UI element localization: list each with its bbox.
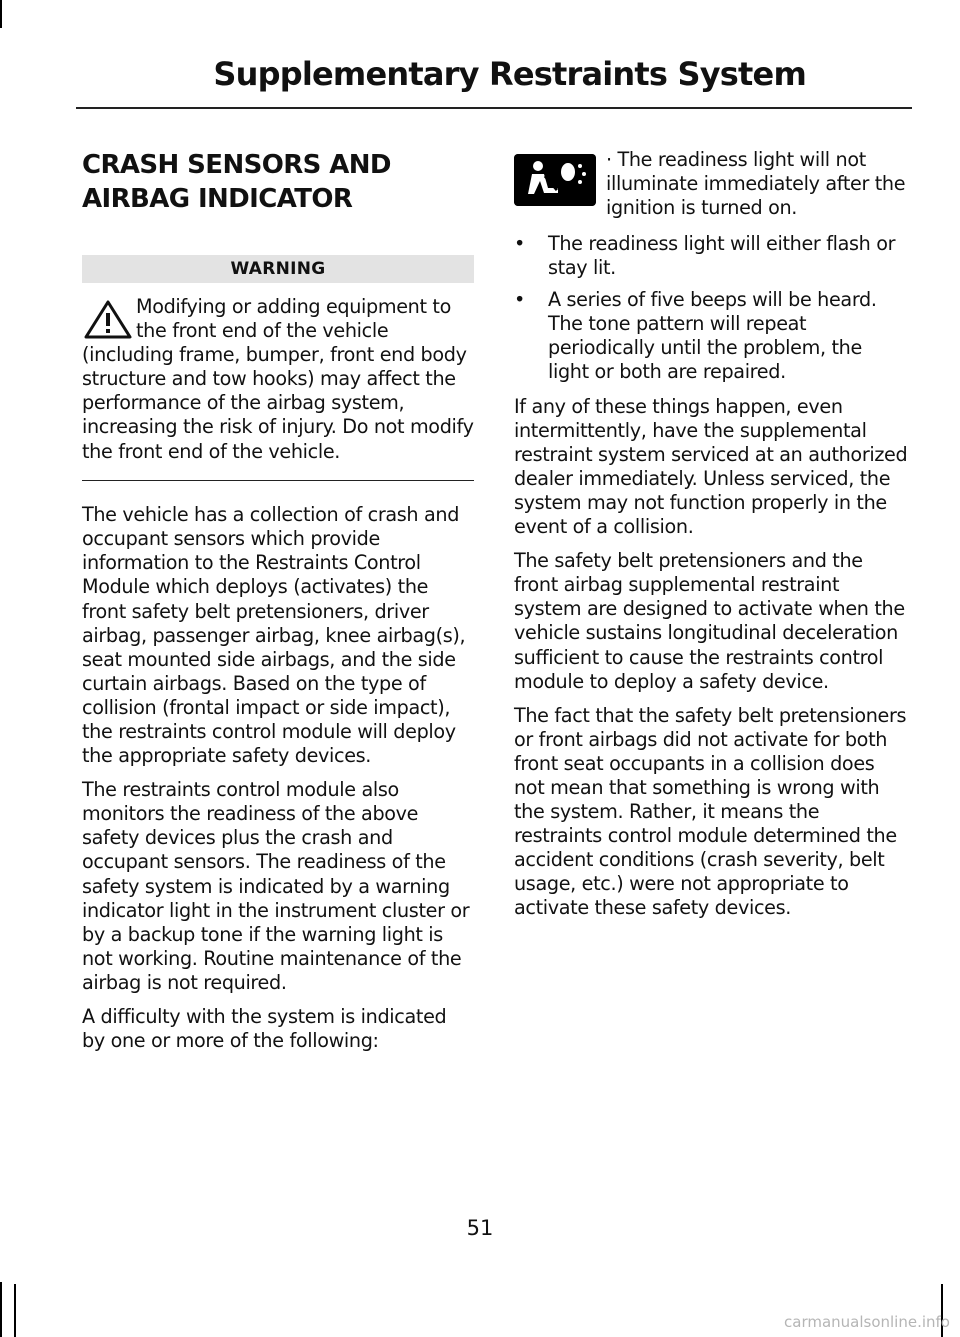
bullet-mark: • <box>514 288 525 312</box>
list-item <box>514 288 908 384</box>
warning-label: WARNING <box>82 255 474 283</box>
left-paragraph-1: The vehicle has a collection of crash and occupant sensors which provide information to the Restraints Control Module which deploys (activates) the front safety belt pretensioners, driver airbag, passenger airbag, knee airbag(s), seat mounted side airbags, and the side curtain airbags. Based on the type of collision (frontal impact or side impact), the restraints control module will deploy the appropriate safety devices. <box>82 503 466 768</box>
right-column <box>514 148 908 931</box>
warning-divider <box>82 480 474 482</box>
warning-box <box>82 295 474 464</box>
bullet-mark: • <box>514 232 525 255</box>
crop-mark-bottom-left-inner <box>14 1284 16 1337</box>
section-heading-line1: CRASH SENSORS AND <box>82 150 391 180</box>
list-item-text: The readiness light will either flash or stay lit. <box>548 232 896 280</box>
indicator-row <box>514 148 908 220</box>
indicator-text: · The readiness light will not illuminate immediately after the ignition is turned on. <box>606 148 906 220</box>
crop-mark-top-left <box>0 0 2 28</box>
list-item <box>514 232 908 280</box>
right-paragraph-1: If any of these things happen, even intermittently, have the supplemental restraint system serviced at an authorized dealer immediately. Unless serviced, the system may not function properly in the event of a collision. <box>514 394 908 539</box>
left-paragraph-2: The restraints control module also monitors the readiness of the above safety devices plus the crash and occupant sensors. The readiness of the safety system is indicated by a warning indicator light in the instrument cluster or by a backup tone if the warning light is not working. Routine maintenance of the airbag is not required. <box>82 778 470 994</box>
right-paragraph-2: The safety belt pretensioners and the front airbag supplemental restraint system are designed to activate when the vehicle sustains longitudinal deceleration sufficient to cause the restraints control module to deploy a safety device. <box>514 549 905 693</box>
section-heading-line2: AIRBAG INDICATOR <box>82 184 353 214</box>
list-item-text: A series of five beeps will be heard. The tone pattern will repeat periodically until the problem, the light or both are repaired. <box>548 288 877 384</box>
airbag-warning-light-icon <box>514 154 596 206</box>
left-column <box>82 148 474 1063</box>
crop-mark-bottom-left <box>0 1282 2 1337</box>
header-divider <box>76 107 912 109</box>
symptom-list <box>514 232 908 385</box>
page-number: 51 <box>466 1216 494 1240</box>
section-heading <box>82 148 474 216</box>
warning-text: Modifying or adding equipment to the front end of the vehicle (including frame, bumper, front end body structure and tow hooks) may affect the performance of the airbag system, increasing the risk of injury. Do not modify the front end of the vehicle. <box>82 295 474 463</box>
page-header-title: Supplementary Restraints System <box>213 55 806 93</box>
left-paragraph-3: A difficulty with the system is indicated by one or more of the following: <box>82 1005 447 1053</box>
warning-triangle-icon <box>82 299 134 341</box>
footer-watermark-link[interactable]: carmanualsonline.info <box>784 1313 950 1331</box>
right-paragraph-3: The fact that the safety belt pretensioners or front airbags did not activate for both front seat occupants in a collision does not mean that something is wrong with the system. Rather, it means the restraints control module determined the accident conditions (crash severity, belt usage, etc.) were not appropriate to activate these safety devices. <box>514 703 907 920</box>
